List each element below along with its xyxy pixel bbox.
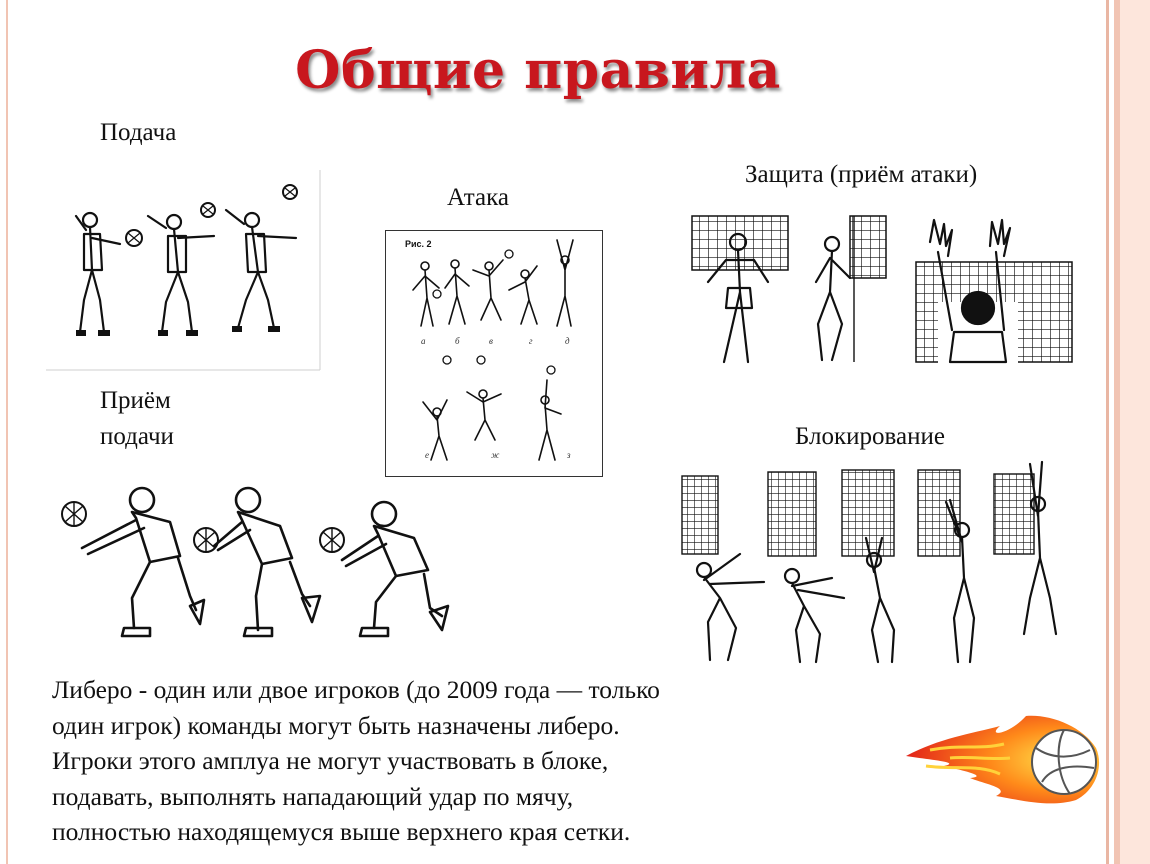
slide-border-left	[6, 0, 8, 864]
libero-rule-text	[52, 672, 872, 850]
svg-text:е ж з: е ж з	[425, 450, 571, 460]
defense-label: Защита (приём атаки)	[745, 161, 978, 188]
reception-label-line2: подачи	[100, 423, 174, 450]
reception-illustration	[58, 478, 458, 648]
slide-border-right	[1100, 0, 1150, 864]
block-label: Блокирование	[795, 423, 945, 450]
attack-label: Атака	[447, 184, 509, 211]
flaming-volleyball-illustration	[900, 704, 1106, 808]
reception-label-line1: Приём	[100, 387, 171, 414]
serve-illustration	[46, 170, 322, 372]
libero-line-1: Либеро - один или двое игроков (до 2009 года — только	[52, 675, 660, 704]
svg-text:а б в: а б в г д	[421, 336, 570, 346]
defense-illustration	[690, 212, 1075, 372]
libero-line-2: один игрок) команды могут быть назначены либеро.	[52, 710, 620, 740]
libero-line-3: Игроки этого амплуа не могут участвовать в блоке,	[52, 746, 609, 775]
attack-illustration	[385, 230, 605, 478]
serve-label: Подача	[100, 119, 177, 146]
slide-title: Общие правила	[295, 40, 781, 101]
libero-line-4: подавать, выполнять нападающий удар по мячу,	[52, 781, 574, 811]
block-illustration	[680, 458, 1070, 672]
libero-line-5: полностью находящемуся выше верхнего края сетки.	[52, 817, 631, 846]
attack-figure-caption: Рис. 2	[405, 239, 432, 249]
